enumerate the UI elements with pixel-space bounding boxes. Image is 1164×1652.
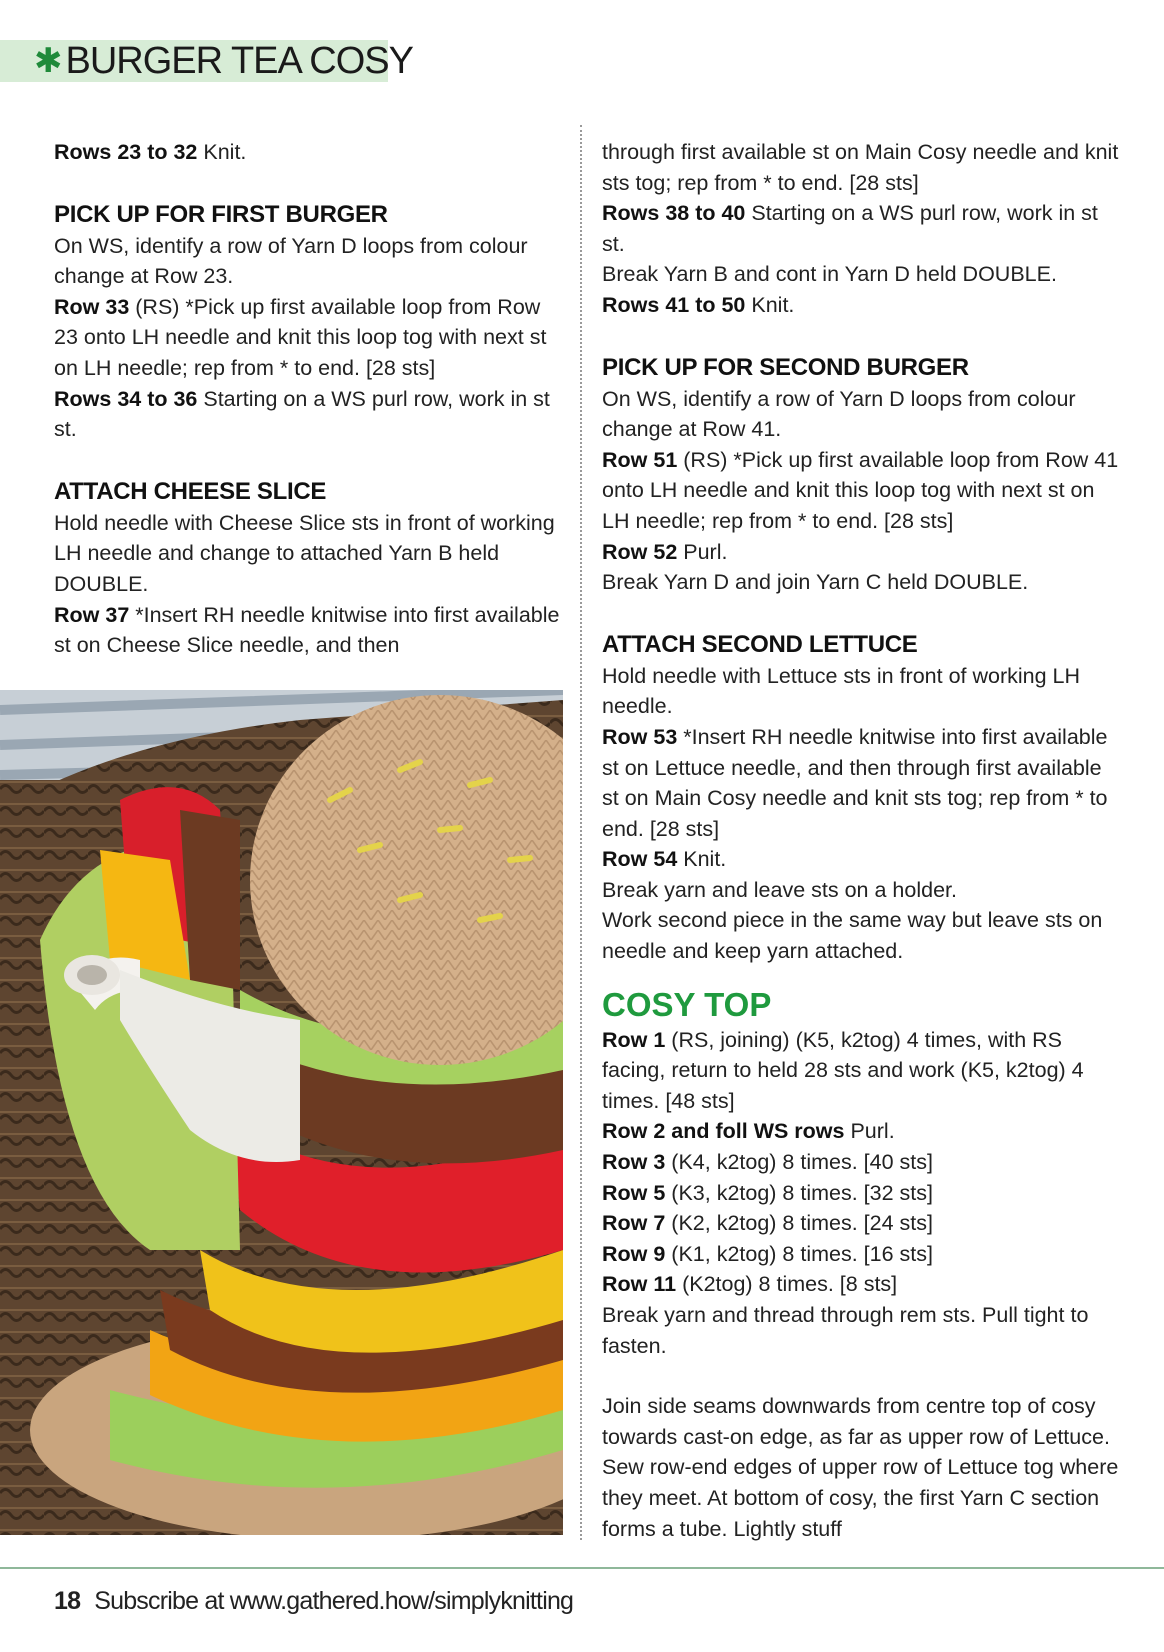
spacer <box>602 598 1122 628</box>
paragraph <box>602 1147 1122 1178</box>
paragraph <box>602 722 1122 844</box>
footer-rule <box>0 1567 1164 1569</box>
row-text: *Insert RH needle knitwise into first available st on Lettuce needle, and then through first available st on Main Cosy needle and knit sts tog; rep from * to end. [28 sts] <box>602 724 1108 841</box>
paragraph <box>602 537 1122 568</box>
row-label: Row 54 <box>602 847 678 872</box>
row-text: Knit. <box>745 292 795 317</box>
paragraph: On WS, identify a row of Yarn D loops from colour change at Row 23. <box>54 233 528 289</box>
row-label: Row 1 <box>602 1027 666 1052</box>
row-label: Row 53 <box>602 724 678 749</box>
paragraph <box>602 1269 1122 1300</box>
paragraph <box>602 290 1122 321</box>
paragraph <box>54 600 564 661</box>
paragraph <box>602 844 1122 875</box>
left-column <box>54 137 564 661</box>
footer <box>54 1587 573 1616</box>
page-title <box>34 38 413 84</box>
row-label: Row 5 <box>602 1180 666 1205</box>
paragraph: Hold needle with Cheese Slice sts in front of working LH needle and change to attached Yarn B held DOUBLE. <box>54 510 555 596</box>
paragraph: Join side seams downwards from centre top of cosy towards cast-on edge, as far as upper row of Lettuce. Sew row-end edges of upper row of Lettuce tog where they meet. At bottom of cosy, the first Yarn C section forms a tube. Lightly stuff <box>602 1394 1119 1541</box>
row-text: (K1, k2tog) 8 times. [16 sts] <box>665 1241 933 1266</box>
section-heading: PICK UP FOR FIRST BURGER <box>54 200 388 228</box>
section-heading: ATTACH CHEESE SLICE <box>54 477 327 505</box>
paragraph: Break Yarn B and cont in Yarn D held DOUBLE. <box>602 262 1057 287</box>
page-title-text: BURGER TEA COSY <box>65 39 414 82</box>
row-label: Row 11 <box>602 1272 677 1297</box>
clover-icon: ✱ <box>34 42 62 80</box>
paragraph <box>602 1208 1122 1239</box>
row-text: Starting on a WS purl row, work in st st. <box>54 386 550 442</box>
row-label: Rows 38 to 40 <box>602 201 746 226</box>
row-text: (K2, k2tog) 8 times. [24 sts] <box>665 1211 933 1236</box>
spacer <box>602 321 1122 351</box>
paragraph: Work second piece in the same way but leave sts on needle and keep yarn attached. <box>602 908 1103 964</box>
row-text: (K3, k2tog) 8 times. [32 sts] <box>665 1180 933 1205</box>
spacer <box>54 168 564 198</box>
spacer <box>54 445 564 475</box>
paragraph <box>54 137 564 168</box>
row-text: (RS, joining) (K5, k2tog) 4 times, with RS facing, return to held 28 sts and work (K5, k2tog) 4 times. [48 sts] <box>602 1027 1084 1113</box>
row-text: (K4, k2tog) 8 times. [40 sts] <box>665 1150 933 1175</box>
row-label: Row 9 <box>602 1241 666 1266</box>
paragraph <box>54 292 564 384</box>
row-text: Purl. <box>677 539 728 564</box>
spacer <box>602 967 1122 985</box>
paragraph: Hold needle with Lettuce sts in front of working LH needle. <box>602 663 1081 719</box>
row-label: Row 7 <box>602 1211 666 1236</box>
right-column <box>602 137 1122 1544</box>
row-text: (K2tog) 8 times. [8 sts] <box>676 1272 898 1297</box>
section-title: COSY TOP <box>602 985 772 1023</box>
row-label: Row 51 <box>602 447 678 472</box>
row-label: Row 37 <box>54 602 130 627</box>
paragraph: Break yarn and thread through rem sts. Pull tight to fasten. <box>602 1303 1089 1358</box>
row-text: Knit. <box>677 847 727 872</box>
row-text: Purl. <box>844 1119 895 1144</box>
row-text: (RS) *Pick up first available loop from Row 23 onto LH needle and knit this loop tog with next st on LH needle; rep from * to end. [28 sts] <box>54 294 547 380</box>
row-text: (RS) *Pick up first available loop from Row 41 onto LH needle and knit this loop tog with next st on LH needle; rep from * to end. [28 sts] <box>602 447 1119 533</box>
paragraph <box>602 1116 1122 1147</box>
row-label: Row 2 and foll WS rows <box>602 1119 845 1144</box>
paragraph <box>602 198 1122 259</box>
paragraph: through first available st on Main Cosy needle and knit sts tog; rep from * to end. [28 sts] <box>602 140 1119 195</box>
paragraph <box>602 1025 1122 1117</box>
row-label: Row 52 <box>602 539 678 564</box>
photo-illustration <box>0 690 563 1535</box>
column-divider <box>580 125 582 1540</box>
page-number: 18 <box>54 1587 81 1615</box>
spacer <box>602 1361 1122 1391</box>
row-label: Row 3 <box>602 1150 666 1175</box>
paragraph <box>602 1178 1122 1209</box>
row-text: Knit. <box>197 140 247 164</box>
row-text: Starting on a WS purl row, work in st st. <box>602 201 1098 256</box>
row-label: Rows 41 to 50 <box>602 292 746 317</box>
section-heading: PICK UP FOR SECOND BURGER <box>602 353 969 381</box>
row-label: Row 33 <box>54 294 130 319</box>
paragraph <box>602 1239 1122 1270</box>
row-label: Rows 23 to 32 <box>54 140 198 164</box>
subscribe-link[interactable]: Subscribe at www.gathered.how/simplyknitting <box>94 1587 574 1615</box>
paragraph <box>54 384 564 445</box>
paragraph: Break yarn and leave sts on a holder. <box>602 877 957 902</box>
burger-tea-cosy-photo <box>0 690 563 1535</box>
section-heading: ATTACH SECOND LETTUCE <box>602 630 918 658</box>
row-label: Rows 34 to 36 <box>54 386 198 411</box>
paragraph: On WS, identify a row of Yarn D loops from colour change at Row 41. <box>602 386 1076 442</box>
paragraph <box>602 445 1122 537</box>
paragraph: Break Yarn D and join Yarn C held DOUBLE. <box>602 570 1029 595</box>
row-text: *Insert RH needle knitwise into first available st on Cheese Slice needle, and then <box>54 602 560 658</box>
